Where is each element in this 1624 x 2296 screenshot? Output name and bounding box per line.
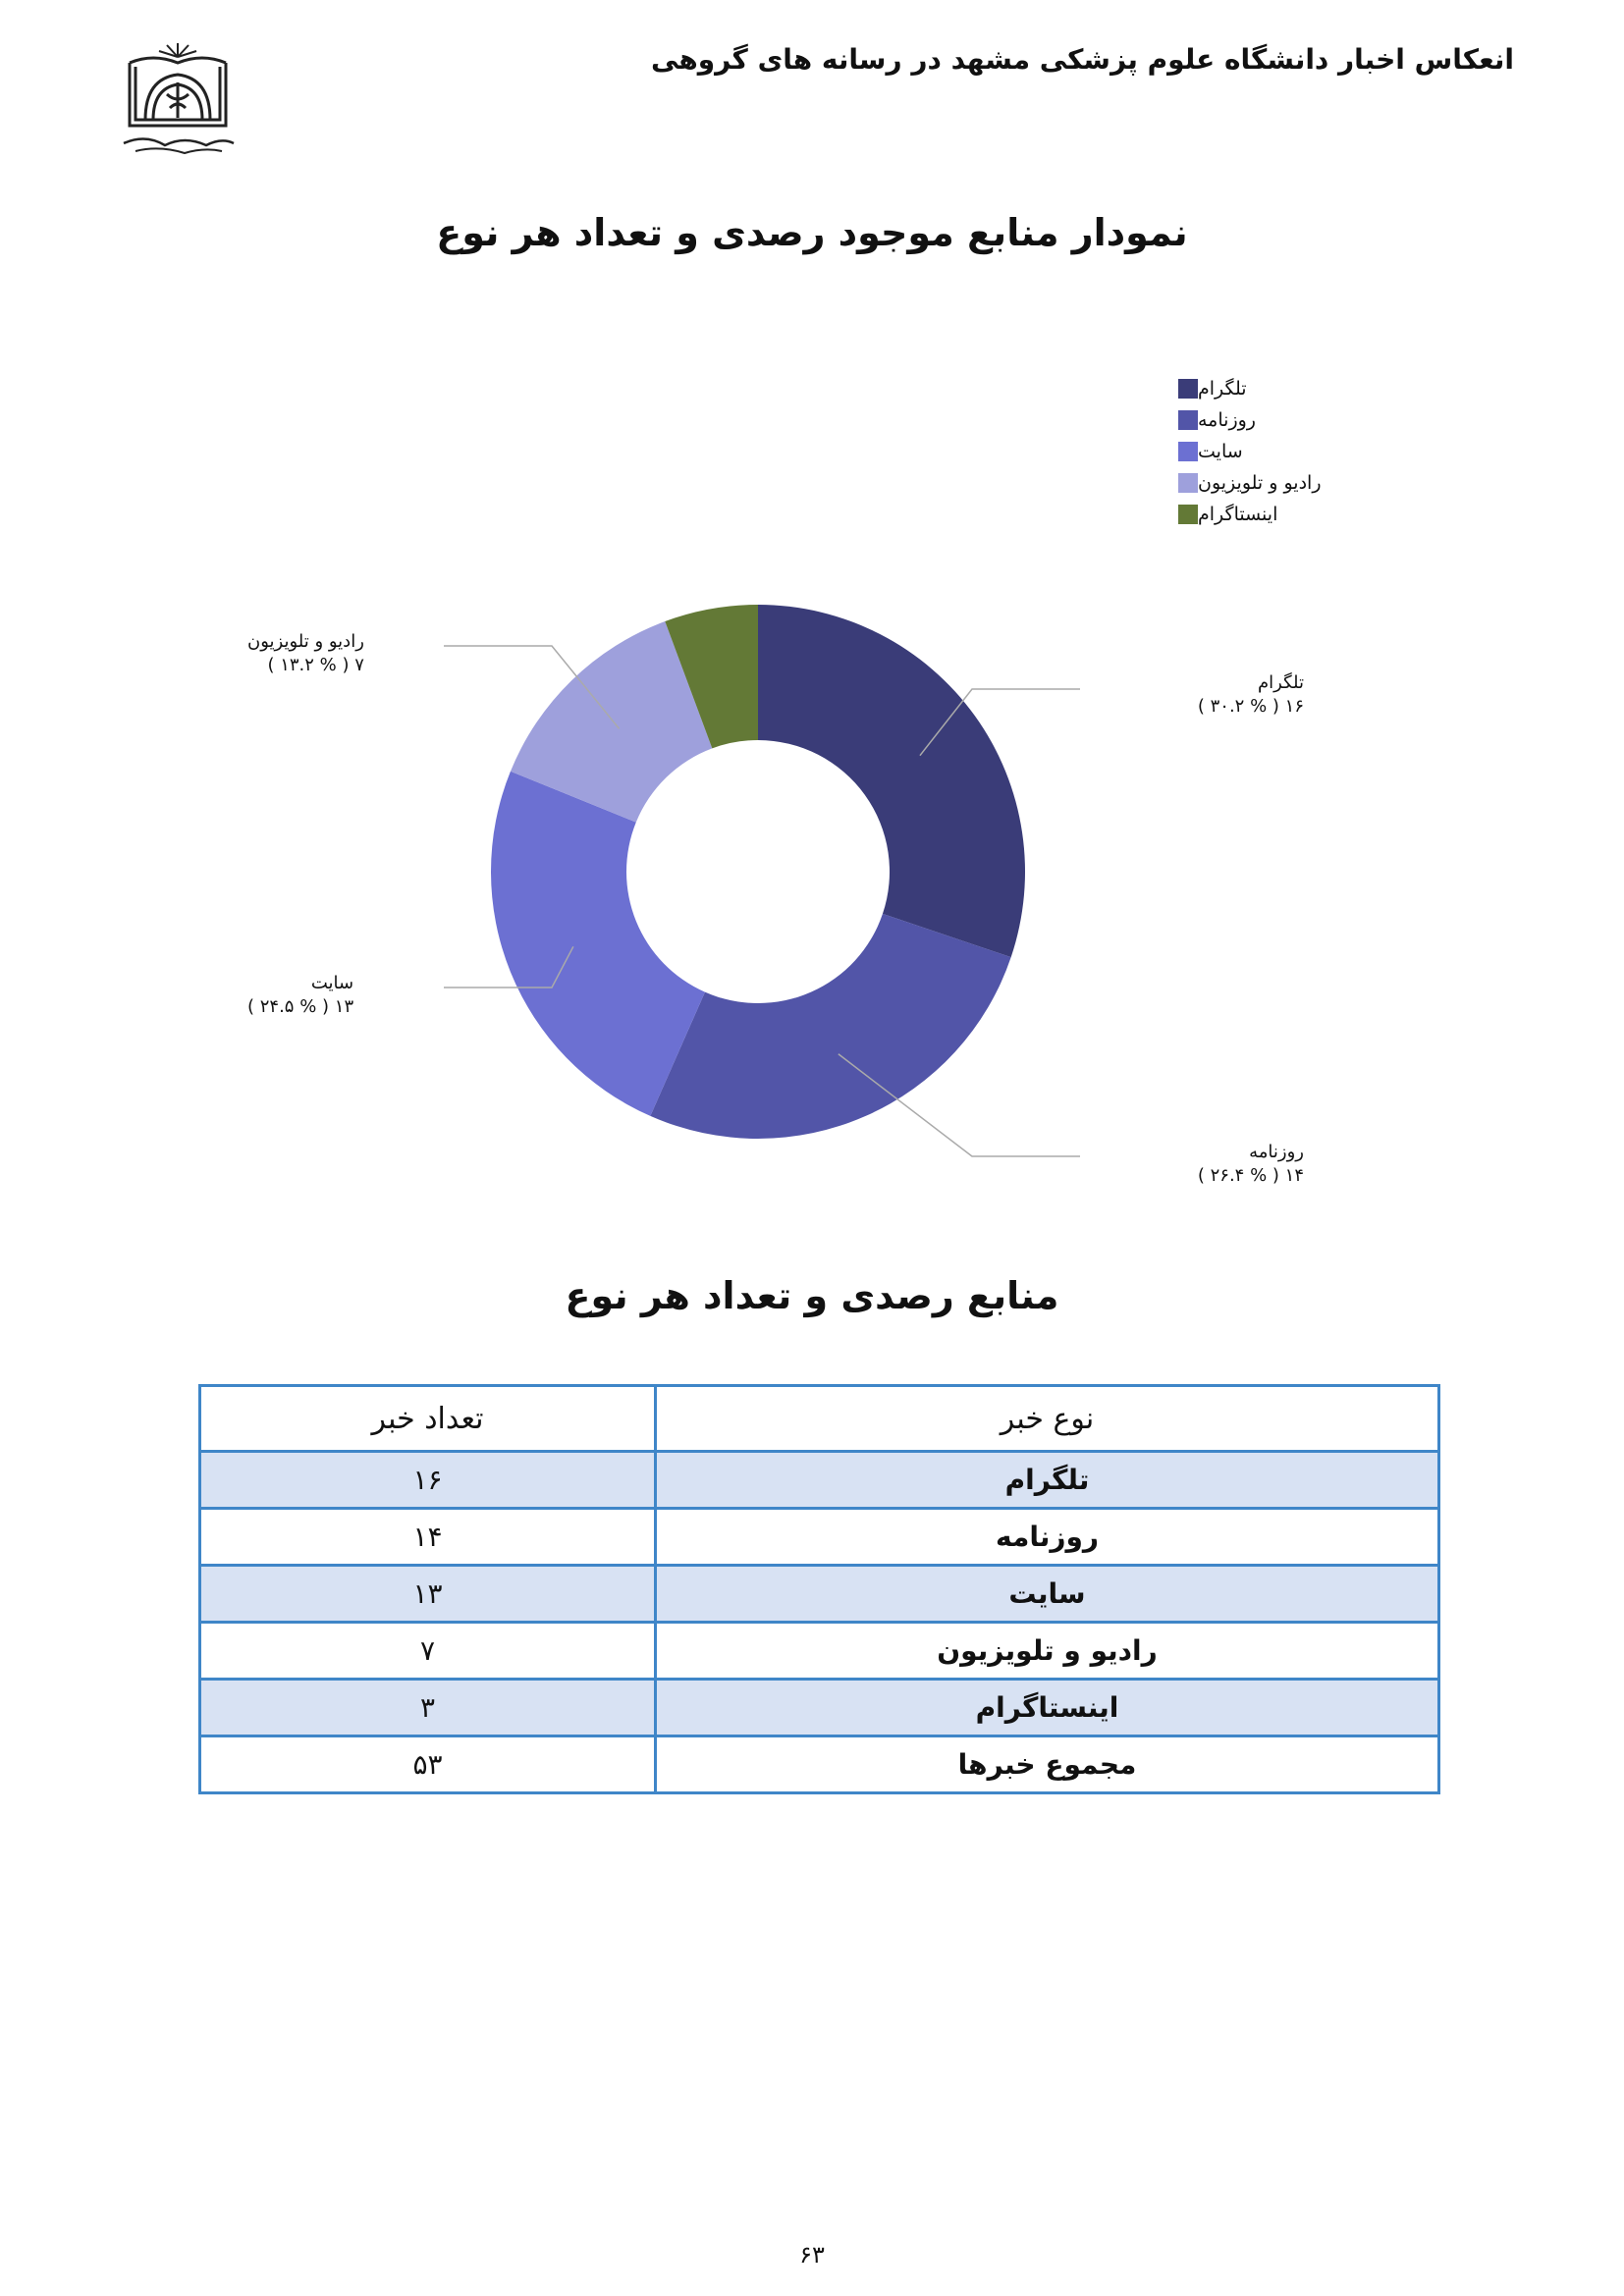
- table-row: [200, 1566, 1439, 1623]
- data-label-name: سایت: [310, 973, 354, 993]
- table-header-row: [200, 1386, 1439, 1452]
- legend-swatch: [1178, 379, 1198, 399]
- legend-label: سایت: [1198, 441, 1243, 462]
- cell-type: تلگرام: [656, 1452, 1439, 1509]
- cell-type: اینستاگرام: [656, 1680, 1439, 1736]
- data-label-name: رادیو و تلویزیون: [247, 631, 364, 652]
- legend-label: روزنامه: [1198, 409, 1256, 431]
- chart-title: نمودار منابع موجود رصدی و تعداد هر نوع: [436, 211, 1188, 254]
- table-row: [200, 1736, 1439, 1793]
- table-title: منابع رصدی و تعداد هر نوع: [565, 1274, 1059, 1317]
- donut-slice: [491, 772, 705, 1116]
- legend-item: [1178, 499, 1437, 530]
- data-label-value: ۷ ( % ۱۳.۲ ): [267, 655, 364, 675]
- sources-table: [198, 1384, 1440, 1794]
- legend-label: تلگرام: [1198, 378, 1247, 400]
- data-label-name: تلگرام: [1258, 672, 1304, 693]
- chart-legend: [1178, 373, 1437, 530]
- cell-count: ۳: [200, 1680, 656, 1736]
- legend-swatch: [1178, 442, 1198, 461]
- cell-type: مجموع خبرها: [656, 1736, 1439, 1793]
- donut-slice: [650, 914, 1010, 1139]
- legend-label: اینستاگرام: [1198, 504, 1278, 525]
- legend-label: رادیو و تلویزیون: [1198, 472, 1322, 494]
- data-label-newspaper: [1198, 1141, 1304, 1188]
- table-row: [200, 1680, 1439, 1736]
- column-header-type: نوع خبر: [656, 1386, 1439, 1452]
- legend-swatch: [1178, 473, 1198, 493]
- column-header-count: تعداد خبر: [200, 1386, 656, 1452]
- table-row: [200, 1509, 1439, 1566]
- data-label-name: روزنامه: [1249, 1142, 1304, 1162]
- table-row: [200, 1452, 1439, 1509]
- cell-count: ۱۴: [200, 1509, 656, 1566]
- donut-slice: [758, 605, 1025, 957]
- header-title: انعکاس اخبار دانشگاه علوم پزشکی مشهد در رسانه های گروهی: [650, 43, 1514, 76]
- data-label-value: ۱۴ ( % ۲۶.۴ ): [1197, 1165, 1304, 1186]
- cell-count: ۵۳: [200, 1736, 656, 1793]
- cell-type: سایت: [656, 1566, 1439, 1623]
- legend-swatch: [1178, 410, 1198, 430]
- cell-count: ۷: [200, 1623, 656, 1680]
- cell-count: ۱۶: [200, 1452, 656, 1509]
- data-label-value: ۱۶ ( % ۳۰.۲ ): [1197, 696, 1304, 717]
- legend-item: [1178, 436, 1437, 467]
- cell-type: روزنامه: [656, 1509, 1439, 1566]
- table-row: [200, 1623, 1439, 1680]
- data-label-radio-tv: [247, 630, 364, 677]
- legend-item: [1178, 467, 1437, 499]
- data-label-value: ۱۳ ( % ۲۴.۵ ): [247, 996, 354, 1017]
- data-label-site: [247, 972, 353, 1019]
- legend-item: [1178, 373, 1437, 404]
- legend-item: [1178, 404, 1437, 436]
- cell-type: رادیو و تلویزیون: [656, 1623, 1439, 1680]
- page-number: ۶۳: [799, 2241, 825, 2269]
- cell-count: ۱۳: [200, 1566, 656, 1623]
- data-label-telegram: [1198, 671, 1304, 719]
- legend-swatch: [1178, 505, 1198, 524]
